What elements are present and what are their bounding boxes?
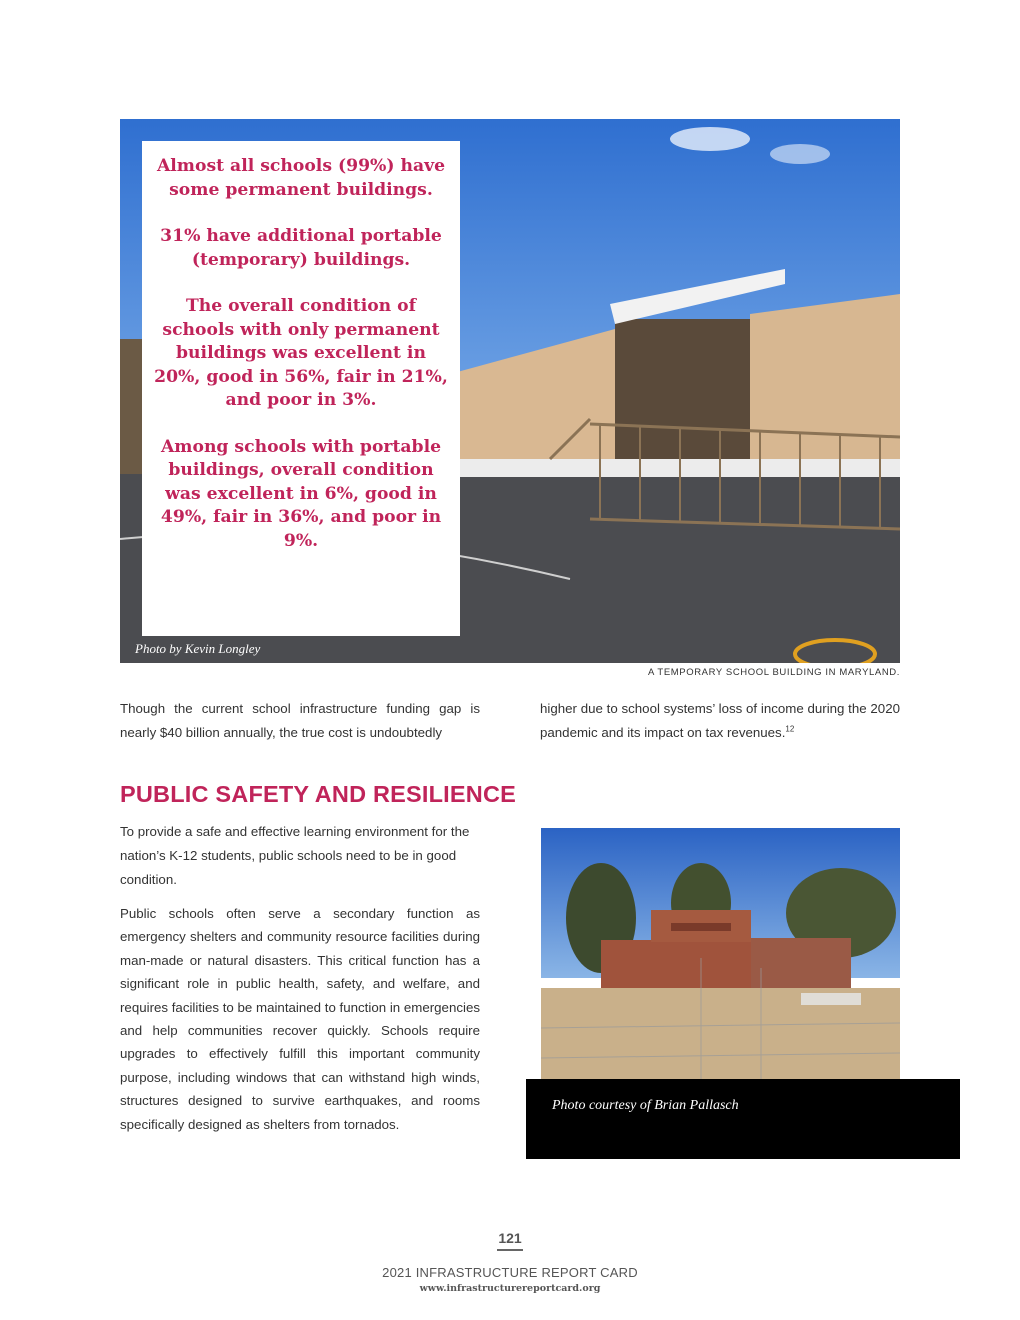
photo-credit-top: Photo by Kevin Longley — [135, 641, 261, 656]
photo-credit-bottom: Photo courtesy of Brian Pallasch — [552, 1098, 739, 1113]
statistics-callout — [142, 141, 460, 636]
footer-url: www.infrastructurereportcard.org — [419, 1283, 601, 1294]
photo-credit-box — [526, 1079, 960, 1159]
intro-paragraph-right-text: higher due to school systems’ loss of income during the 2020 pandemic and its impact on tax revenues. — [540, 701, 900, 740]
callout-stat-portable: 31% have additional portable (temporary) buildings. — [160, 226, 442, 270]
page-number-underline — [497, 1249, 523, 1251]
footer-title: 2021 INFRASTRUCTURE REPORT CARD — [382, 1265, 638, 1280]
callout-stat-permanent: Almost all schools (99%) have some permanent buildings. — [156, 156, 446, 200]
section-paragraph-2: Public schools often serve a secondary function as emergency shelters and community resource facilities during man-made or natural disasters. This critical function has a significant role in public health, safety, and welfare, and requires facilities to be maintained to function in emergencies and help communities recover quickly. Schools require upgrades to effectively fulfill this important community purpose, including windows that can withstand high winds, structures designed to survive earthquakes, and rooms specifically designed as shelters from tornados. — [120, 906, 480, 1132]
section-paragraph-1: To provide a safe and effective learning environment for the nation’s K-12 students, public schools need to be in good condition. — [120, 824, 470, 887]
photo-caption-top: A TEMPORARY SCHOOL BUILDING IN MARYLAND. — [647, 667, 900, 678]
school-construction-photo — [541, 828, 900, 1080]
footnote-marker: 12 — [785, 724, 795, 734]
callout-stat-portable-condition: Among schools with portable buildings, overall condition was excellent in 6%, good in 49%, fair in 36%, and poor in 9%. — [160, 436, 442, 551]
section-heading: PUBLIC SAFETY AND RESILIENCE — [120, 781, 517, 807]
callout-stat-permanent-condition: The overall condition of schools with only permanent buildings was excellent in 20%, good in 56%, fair in 21%, and poor in 3%. — [154, 296, 448, 410]
intro-paragraph-right — [540, 697, 900, 745]
page-number: 121 — [498, 1230, 522, 1246]
intro-paragraph-left: Though the current school infrastructure funding gap is nearly $40 billion annually, the true cost is undoubtedly — [120, 701, 480, 740]
